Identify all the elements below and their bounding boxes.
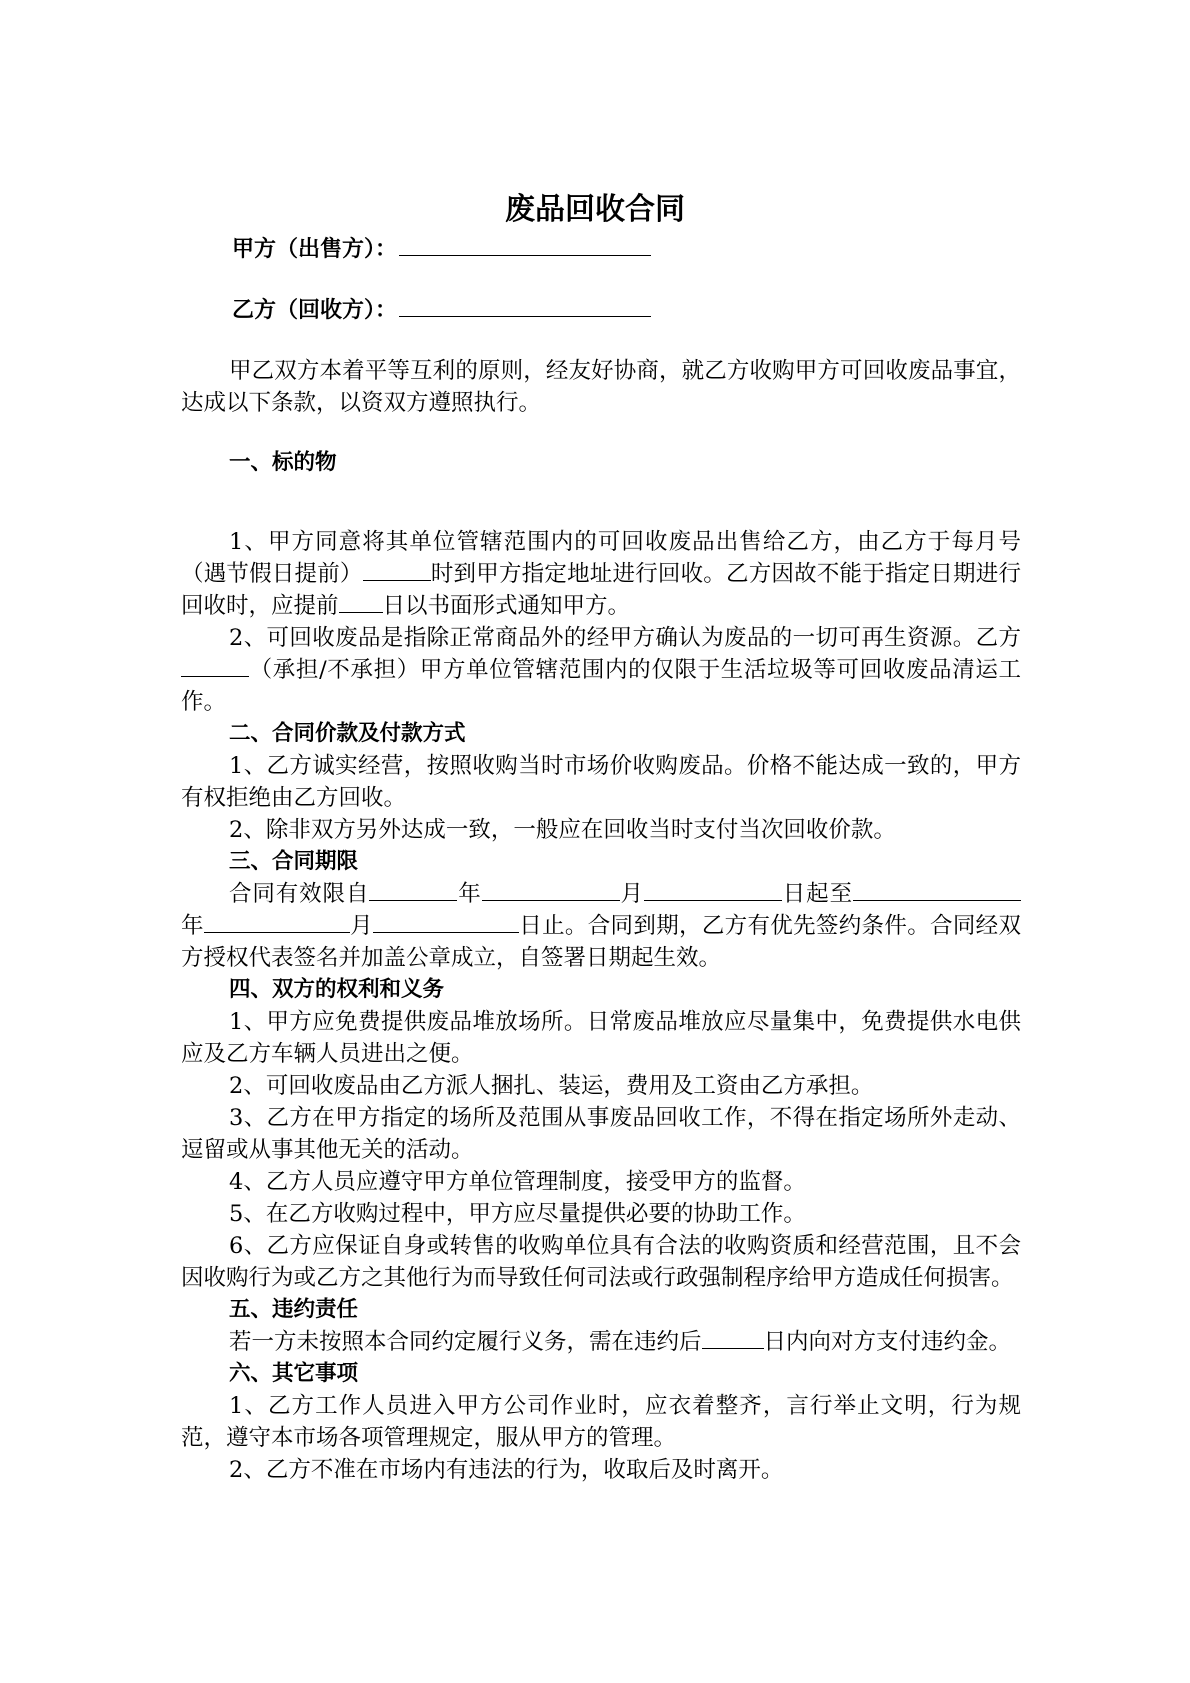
party-b-label: 乙方（回收方）： [232, 298, 398, 323]
section-5-text-a: 若一方未按照本合同约定履行义务，需在违约后 [229, 1329, 702, 1355]
section-4-paragraph-6: 6、乙方应保证自身或转售的收购单位具有合法的收购资质和经营范围，且不会因收购行为或乙方之其他行为而导致任何司法或行政强制程序给甲方造成任何损害。 [181, 1233, 1021, 1291]
document-title: 废品回收合同 [505, 192, 685, 227]
section-1-p2-text-b: （承担/不承担）甲方单位管辖范围内的仅限于生活垃圾等可回收废品清运工作。 [181, 657, 1021, 715]
section-1-p1-text-c: 日以书面形式通知甲方。 [382, 593, 631, 619]
section-3-text-to: 日起至 [781, 881, 853, 907]
section-4-heading: 四、双方的权利和义务 [229, 977, 445, 1002]
section-4-paragraph-1: 1、甲方应免费提供废品堆放场所。日常废品堆放应尽量集中，免费提供水电供应及乙方车辆人员进出之便。 [181, 1009, 1021, 1067]
section-2-heading: 二、合同价款及付款方式 [229, 721, 466, 746]
section-1-p1-text-b: 时到甲方指定地址进行回收。乙方因故不能于指定日期进行回收时，应提前 [181, 561, 1021, 619]
section-5-paragraph [181, 1326, 1021, 1358]
section-3-text-year: 年 [457, 881, 482, 907]
section-5-text-b: 日内向对方支付违约金。 [763, 1329, 1012, 1355]
section-3-text-month-2: 月 [349, 913, 373, 939]
section-1-p1-text-a: 1、甲方同意将其单位管辖范围内的可回收废品出售给乙方，由乙方于每月号（遇节假日提前） [181, 529, 1021, 587]
party-a-label: 甲方（出售方）： [232, 237, 398, 262]
party-b-line [232, 294, 651, 327]
section-2-paragraph-2: 2、除非双方另外达成一致，一般应在回收当时支付当次回收价款。 [229, 817, 896, 843]
section-6-paragraph-1: 1、乙方工作人员进入甲方公司作业时，应衣着整齐，言行举止文明，行为规范，遵守本市场各项管理规定，服从甲方的管理。 [181, 1393, 1021, 1451]
section-4-paragraph-2: 2、可回收废品由乙方派人捆扎、装运，费用及工资由乙方承担。 [229, 1073, 874, 1099]
section-3-text-end: 日止。合同到期，乙方有优先签约条件。合同经双方授权代表签名并加盖公章成立，自签署日期起生效。 [181, 913, 1021, 971]
blank-start-month [482, 880, 620, 901]
section-1-heading-block [181, 447, 1021, 479]
section-3-text-month: 月 [619, 881, 644, 907]
blank-end-day [373, 912, 519, 933]
blank-start-day [644, 880, 782, 901]
section-5-heading: 五、违约责任 [229, 1297, 359, 1322]
section-4-paragraph-3: 3、乙方在甲方指定的场所及范围从事废品回收工作，不得在指定场所外走动、逗留或从事其他无关的活动。 [181, 1105, 1021, 1163]
blank-penalty-days [702, 1328, 764, 1349]
section-1-p2-text-a: 2、可回收废品是指除正常商品外的经甲方确认为废品的一切可再生资源。乙方 [229, 625, 1021, 651]
section-4-paragraph-4: 4、乙方人员应遵守甲方单位管理制度，接受甲方的监督。 [229, 1169, 806, 1195]
intro-block [181, 355, 1021, 419]
party-a-blank [399, 233, 651, 256]
section-3-heading: 三、合同期限 [229, 849, 359, 874]
section-6-paragraph-2: 2、乙方不准在市场内有违法的行为，收取后及时离开。 [229, 1457, 784, 1483]
blank-undertake [181, 656, 249, 677]
section-3-text-1: 合同有效限自 [229, 881, 370, 907]
section-1-heading: 一、标的物 [229, 450, 337, 475]
section-4-paragraph-5: 5、在乙方收购过程中，甲方应尽量提供必要的协助工作。 [229, 1201, 806, 1227]
party-b-blank [399, 294, 651, 317]
blank-time [363, 560, 431, 581]
section-2-paragraph-1: 1、乙方诚实经营，按照收购当时市场价收购废品。价格不能达成一致的，甲方有权拒绝由乙方回收。 [181, 753, 1021, 811]
blank-end-year [853, 880, 1021, 901]
intro-paragraph: 甲乙双方本着平等互利的原则，经友好协商，就乙方收购甲方可回收废品事宜，达成以下条款，以资双方遵照执行。 [181, 358, 1021, 416]
section-3-text-year-2: 年 [181, 913, 204, 939]
section-3-paragraph [181, 878, 1021, 974]
blank-start-year [369, 880, 457, 901]
section-1-paragraph-2 [181, 622, 1021, 718]
section-6-heading: 六、其它事项 [229, 1361, 359, 1386]
blank-notice-days [339, 592, 383, 613]
section-1-paragraph-1 [181, 526, 1021, 622]
party-a-line [232, 233, 651, 266]
section-1-block [181, 526, 1021, 1486]
blank-end-month [204, 912, 350, 933]
